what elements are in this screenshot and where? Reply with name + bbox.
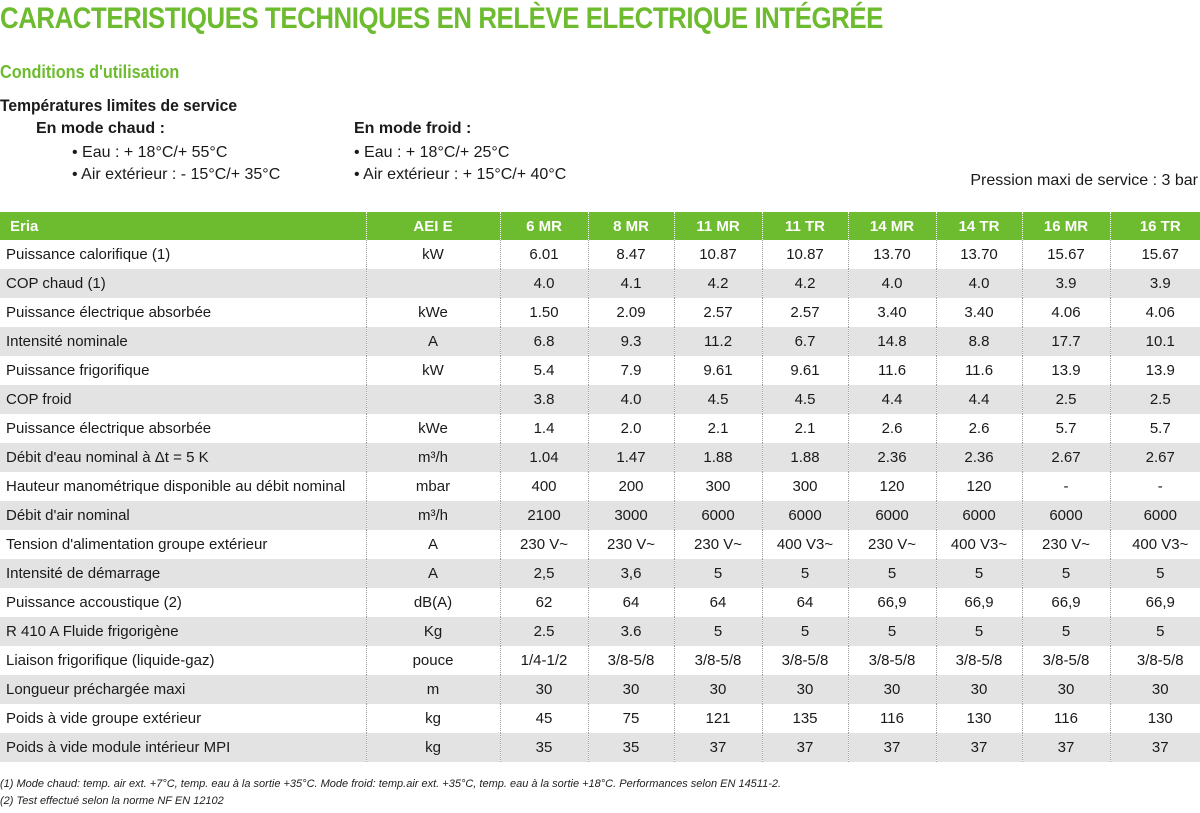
value-cell: 1.04 bbox=[500, 443, 588, 472]
row-label: Débit d'air nominal bbox=[0, 501, 366, 530]
limits-title: Températures limites de service bbox=[0, 96, 238, 115]
unit-cell: m³/h bbox=[366, 501, 500, 530]
value-cell: 135 bbox=[762, 704, 848, 733]
value-cell: 13.9 bbox=[1110, 356, 1200, 385]
row-label: COP froid bbox=[0, 385, 366, 414]
unit-cell: A bbox=[366, 559, 500, 588]
value-cell: 3.8 bbox=[500, 385, 588, 414]
value-cell: 5 bbox=[674, 617, 762, 646]
footnotes bbox=[0, 776, 781, 810]
cold-mode-item: • Eau : + 18°C/+ 25°C bbox=[354, 144, 510, 161]
column-header: Eria bbox=[0, 212, 366, 240]
value-cell: 4.4 bbox=[936, 385, 1022, 414]
value-cell: 1/4-1/2 bbox=[500, 646, 588, 675]
column-header: 14 TR bbox=[936, 212, 1022, 240]
hot-mode-item: • Eau : + 18°C/+ 55°C bbox=[72, 144, 228, 161]
value-cell: 37 bbox=[936, 733, 1022, 762]
value-cell: 6000 bbox=[1110, 501, 1200, 530]
value-cell: 5 bbox=[762, 617, 848, 646]
value-cell: 37 bbox=[674, 733, 762, 762]
table-row bbox=[0, 617, 1200, 646]
value-cell: 15.67 bbox=[1022, 240, 1110, 269]
column-header: AEI E bbox=[366, 212, 500, 240]
value-cell: 3/8-5/8 bbox=[588, 646, 674, 675]
value-cell: 2.5 bbox=[500, 617, 588, 646]
value-cell: 400 V3~ bbox=[762, 530, 848, 559]
row-label: R 410 A Fluide frigorigène bbox=[0, 617, 366, 646]
value-cell: 1.50 bbox=[500, 298, 588, 327]
table-row bbox=[0, 298, 1200, 327]
spec-table bbox=[0, 212, 1200, 762]
value-cell: 3/8-5/8 bbox=[848, 646, 936, 675]
unit-cell: A bbox=[366, 327, 500, 356]
value-cell: 37 bbox=[848, 733, 936, 762]
value-cell: 5.7 bbox=[1110, 414, 1200, 443]
value-cell: 4.0 bbox=[500, 269, 588, 298]
value-cell: 230 V~ bbox=[588, 530, 674, 559]
value-cell: 5 bbox=[936, 559, 1022, 588]
table-row bbox=[0, 472, 1200, 501]
value-cell: 3/8-5/8 bbox=[1022, 646, 1110, 675]
value-cell: 5 bbox=[1022, 617, 1110, 646]
table-row bbox=[0, 414, 1200, 443]
value-cell: 66,9 bbox=[1022, 588, 1110, 617]
value-cell: 30 bbox=[762, 675, 848, 704]
value-cell: 13.70 bbox=[936, 240, 1022, 269]
value-cell: 6.01 bbox=[500, 240, 588, 269]
unit-cell: m³/h bbox=[366, 443, 500, 472]
value-cell: 4.5 bbox=[674, 385, 762, 414]
row-label: Intensité de démarrage bbox=[0, 559, 366, 588]
value-cell: 11.6 bbox=[936, 356, 1022, 385]
unit-cell bbox=[366, 269, 500, 298]
value-cell: 2.57 bbox=[674, 298, 762, 327]
value-cell: 3/8-5/8 bbox=[674, 646, 762, 675]
value-cell: 4.2 bbox=[674, 269, 762, 298]
value-cell: 2.0 bbox=[588, 414, 674, 443]
value-cell: 5 bbox=[674, 559, 762, 588]
footnote: (2) Test effectué selon la norme NF EN 12102 bbox=[0, 795, 224, 807]
column-header: 16 TR bbox=[1110, 212, 1200, 240]
value-cell: 5 bbox=[936, 617, 1022, 646]
column-header: 6 MR bbox=[500, 212, 588, 240]
value-cell: 8.8 bbox=[936, 327, 1022, 356]
value-cell: 30 bbox=[674, 675, 762, 704]
value-cell: 130 bbox=[936, 704, 1022, 733]
value-cell: 14.8 bbox=[848, 327, 936, 356]
value-cell: 4.0 bbox=[936, 269, 1022, 298]
value-cell: 5 bbox=[848, 617, 936, 646]
value-cell: 30 bbox=[936, 675, 1022, 704]
value-cell: 2.6 bbox=[936, 414, 1022, 443]
row-label: Longueur préchargée maxi bbox=[0, 675, 366, 704]
value-cell: 2.1 bbox=[674, 414, 762, 443]
value-cell: 30 bbox=[1022, 675, 1110, 704]
table-row bbox=[0, 675, 1200, 704]
value-cell: 2.6 bbox=[848, 414, 936, 443]
value-cell: 3.9 bbox=[1110, 269, 1200, 298]
value-cell: 62 bbox=[500, 588, 588, 617]
value-cell: 2.09 bbox=[588, 298, 674, 327]
value-cell: 35 bbox=[588, 733, 674, 762]
value-cell: 6000 bbox=[674, 501, 762, 530]
value-cell: 121 bbox=[674, 704, 762, 733]
value-cell: 2,5 bbox=[500, 559, 588, 588]
value-cell: 3000 bbox=[588, 501, 674, 530]
value-cell: 15.67 bbox=[1110, 240, 1200, 269]
value-cell: 2.67 bbox=[1022, 443, 1110, 472]
value-cell: 1.4 bbox=[500, 414, 588, 443]
row-label: Puissance électrique absorbée bbox=[0, 414, 366, 443]
value-cell: 66,9 bbox=[1110, 588, 1200, 617]
row-label: Liaison frigorifique (liquide-gaz) bbox=[0, 646, 366, 675]
value-cell: 75 bbox=[588, 704, 674, 733]
value-cell: 6.8 bbox=[500, 327, 588, 356]
value-cell: 3/8-5/8 bbox=[762, 646, 848, 675]
value-cell: 6000 bbox=[762, 501, 848, 530]
table-row bbox=[0, 327, 1200, 356]
column-header: 11 TR bbox=[762, 212, 848, 240]
value-cell: 5 bbox=[762, 559, 848, 588]
value-cell: 2.36 bbox=[936, 443, 1022, 472]
row-label: COP chaud (1) bbox=[0, 269, 366, 298]
value-cell: 2.5 bbox=[1110, 385, 1200, 414]
value-cell: 230 V~ bbox=[848, 530, 936, 559]
row-label: Intensité nominale bbox=[0, 327, 366, 356]
value-cell: 1.88 bbox=[762, 443, 848, 472]
unit-cell bbox=[366, 385, 500, 414]
value-cell: 4.5 bbox=[762, 385, 848, 414]
hot-mode-title: En mode chaud : bbox=[36, 120, 165, 137]
value-cell: 4.1 bbox=[588, 269, 674, 298]
value-cell: 3.40 bbox=[936, 298, 1022, 327]
column-header: 11 MR bbox=[674, 212, 762, 240]
value-cell: 5 bbox=[1110, 617, 1200, 646]
value-cell: 11.6 bbox=[848, 356, 936, 385]
unit-cell: pouce bbox=[366, 646, 500, 675]
value-cell: 400 bbox=[500, 472, 588, 501]
value-cell: 230 V~ bbox=[1022, 530, 1110, 559]
value-cell: 116 bbox=[1022, 704, 1110, 733]
column-header: 16 MR bbox=[1022, 212, 1110, 240]
value-cell: 5.7 bbox=[1022, 414, 1110, 443]
value-cell: 2100 bbox=[500, 501, 588, 530]
value-cell: 200 bbox=[588, 472, 674, 501]
table-row bbox=[0, 385, 1200, 414]
row-label: Puissance accoustique (2) bbox=[0, 588, 366, 617]
table-row bbox=[0, 559, 1200, 588]
value-cell: 10.1 bbox=[1110, 327, 1200, 356]
value-cell: 66,9 bbox=[936, 588, 1022, 617]
section-subtitle: Conditions d'utilisation bbox=[0, 62, 180, 82]
value-cell: 8.47 bbox=[588, 240, 674, 269]
unit-cell: kg bbox=[366, 733, 500, 762]
value-cell: 64 bbox=[588, 588, 674, 617]
value-cell: 3/8-5/8 bbox=[1110, 646, 1200, 675]
value-cell: 300 bbox=[674, 472, 762, 501]
value-cell: 4.0 bbox=[588, 385, 674, 414]
table-row bbox=[0, 646, 1200, 675]
value-cell: 10.87 bbox=[674, 240, 762, 269]
value-cell: 9.3 bbox=[588, 327, 674, 356]
value-cell: 9.61 bbox=[674, 356, 762, 385]
row-label: Tension d'alimentation groupe extérieur bbox=[0, 530, 366, 559]
row-label: Puissance calorifique (1) bbox=[0, 240, 366, 269]
value-cell: 37 bbox=[762, 733, 848, 762]
footnote: (1) Mode chaud: temp. air ext. +7°C, temp. eau à la sortie +35°C. Mode froid: temp.air ext. +35°C, temp. eau à la sortie +18°C. Performances selon EN 14511-2. bbox=[0, 778, 782, 790]
cold-mode-item: • Air extérieur : + 15°C/+ 40°C bbox=[354, 166, 567, 183]
value-cell: 400 V3~ bbox=[936, 530, 1022, 559]
table-row bbox=[0, 240, 1200, 269]
table-row bbox=[0, 733, 1200, 762]
cold-mode-title: En mode froid : bbox=[354, 120, 472, 137]
unit-cell: kg bbox=[366, 704, 500, 733]
value-cell: 4.2 bbox=[762, 269, 848, 298]
value-cell: 5 bbox=[1022, 559, 1110, 588]
value-cell: 3.40 bbox=[848, 298, 936, 327]
unit-cell: kW bbox=[366, 356, 500, 385]
unit-cell: Kg bbox=[366, 617, 500, 646]
table-row bbox=[0, 530, 1200, 559]
value-cell: 5 bbox=[1110, 559, 1200, 588]
unit-cell: kW bbox=[366, 240, 500, 269]
value-cell: 4.0 bbox=[848, 269, 936, 298]
value-cell: 2.5 bbox=[1022, 385, 1110, 414]
unit-cell: kWe bbox=[366, 298, 500, 327]
value-cell: 5 bbox=[848, 559, 936, 588]
value-cell: 2.67 bbox=[1110, 443, 1200, 472]
value-cell: 130 bbox=[1110, 704, 1200, 733]
value-cell: 5.4 bbox=[500, 356, 588, 385]
value-cell: 30 bbox=[1110, 675, 1200, 704]
value-cell: 4.06 bbox=[1022, 298, 1110, 327]
value-cell: 35 bbox=[500, 733, 588, 762]
unit-cell: m bbox=[366, 675, 500, 704]
cold-mode-list bbox=[354, 142, 566, 186]
hot-mode-block bbox=[36, 120, 280, 186]
value-cell: 13.70 bbox=[848, 240, 936, 269]
value-cell: 37 bbox=[1022, 733, 1110, 762]
unit-cell: dB(A) bbox=[366, 588, 500, 617]
unit-cell: mbar bbox=[366, 472, 500, 501]
value-cell: 230 V~ bbox=[674, 530, 762, 559]
value-cell: 30 bbox=[588, 675, 674, 704]
hot-mode-list bbox=[72, 142, 280, 186]
value-cell: 30 bbox=[500, 675, 588, 704]
value-cell: 3,6 bbox=[588, 559, 674, 588]
value-cell: 300 bbox=[762, 472, 848, 501]
value-cell: 6000 bbox=[848, 501, 936, 530]
cold-mode-block bbox=[354, 120, 566, 186]
value-cell: 120 bbox=[848, 472, 936, 501]
value-cell: 120 bbox=[936, 472, 1022, 501]
spec-table-header bbox=[0, 212, 1200, 240]
value-cell: - bbox=[1110, 472, 1200, 501]
value-cell: 3.6 bbox=[588, 617, 674, 646]
value-cell: 116 bbox=[848, 704, 936, 733]
table-row bbox=[0, 588, 1200, 617]
column-header: 8 MR bbox=[588, 212, 674, 240]
value-cell: 2.1 bbox=[762, 414, 848, 443]
value-cell: 10.87 bbox=[762, 240, 848, 269]
value-cell: 6.7 bbox=[762, 327, 848, 356]
table-row bbox=[0, 443, 1200, 472]
table-row bbox=[0, 501, 1200, 530]
page-title: CARACTERISTIQUES TECHNIQUES EN RELÈVE ELECTRIQUE INTÉGRÉE bbox=[0, 2, 883, 35]
value-cell: 1.88 bbox=[674, 443, 762, 472]
value-cell: 17.7 bbox=[1022, 327, 1110, 356]
unit-cell: A bbox=[366, 530, 500, 559]
value-cell: 64 bbox=[762, 588, 848, 617]
value-cell: 30 bbox=[848, 675, 936, 704]
value-cell: 400 V3~ bbox=[1110, 530, 1200, 559]
row-label: Poids à vide groupe extérieur bbox=[0, 704, 366, 733]
value-cell: - bbox=[1022, 472, 1110, 501]
row-label: Débit d'eau nominal à Δt = 5 K bbox=[0, 443, 366, 472]
hot-mode-item: • Air extérieur : - 15°C/+ 35°C bbox=[72, 166, 281, 183]
value-cell: 11.2 bbox=[674, 327, 762, 356]
value-cell: 3/8-5/8 bbox=[936, 646, 1022, 675]
value-cell: 4.4 bbox=[848, 385, 936, 414]
value-cell: 45 bbox=[500, 704, 588, 733]
row-label: Hauteur manométrique disponible au débit nominal bbox=[0, 472, 366, 501]
row-label: Puissance électrique absorbée bbox=[0, 298, 366, 327]
column-header: 14 MR bbox=[848, 212, 936, 240]
value-cell: 2.36 bbox=[848, 443, 936, 472]
value-cell: 2.57 bbox=[762, 298, 848, 327]
unit-cell: kWe bbox=[366, 414, 500, 443]
value-cell: 37 bbox=[1110, 733, 1200, 762]
table-row bbox=[0, 269, 1200, 298]
value-cell: 1.47 bbox=[588, 443, 674, 472]
value-cell: 66,9 bbox=[848, 588, 936, 617]
value-cell: 64 bbox=[674, 588, 762, 617]
value-cell: 6000 bbox=[1022, 501, 1110, 530]
value-cell: 7.9 bbox=[588, 356, 674, 385]
value-cell: 4.06 bbox=[1110, 298, 1200, 327]
header-row bbox=[0, 212, 1200, 240]
table-row bbox=[0, 704, 1200, 733]
row-label: Puissance frigorifique bbox=[0, 356, 366, 385]
value-cell: 230 V~ bbox=[500, 530, 588, 559]
max-pressure: Pression maxi de service : 3 bar bbox=[970, 172, 1198, 189]
table-row bbox=[0, 356, 1200, 385]
row-label: Poids à vide module intérieur MPI bbox=[0, 733, 366, 762]
value-cell: 6000 bbox=[936, 501, 1022, 530]
value-cell: 9.61 bbox=[762, 356, 848, 385]
value-cell: 3.9 bbox=[1022, 269, 1110, 298]
spec-table-body bbox=[0, 240, 1200, 762]
value-cell: 13.9 bbox=[1022, 356, 1110, 385]
